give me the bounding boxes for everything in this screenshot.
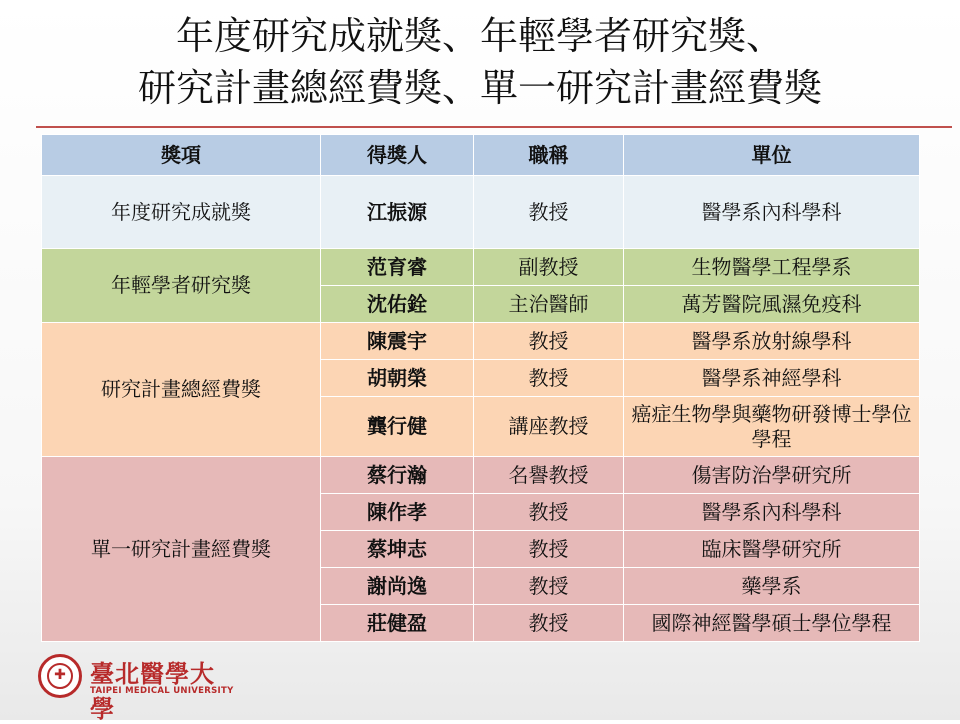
job-title-cell: 教授 — [474, 323, 624, 360]
job-title-cell: 教授 — [474, 494, 624, 531]
unit-cell: 國際神經醫學碩士學位學程 — [624, 605, 920, 642]
job-title-cell: 講座教授 — [474, 397, 624, 457]
slide-title — [0, 10, 960, 114]
table-row — [42, 323, 920, 360]
award-name-cell: 年度研究成就獎 — [42, 176, 321, 249]
recipient-cell: 謝尚逸 — [321, 568, 474, 605]
job-title-cell: 教授 — [474, 568, 624, 605]
job-title-cell: 教授 — [474, 360, 624, 397]
column-header-recipient: 得獎人 — [321, 135, 474, 176]
unit-cell: 醫學系神經學科 — [624, 360, 920, 397]
job-title-cell: 名譽教授 — [474, 457, 624, 494]
job-title-cell: 主治醫師 — [474, 286, 624, 323]
title-divider — [36, 126, 952, 128]
job-title-cell: 教授 — [474, 176, 624, 249]
unit-cell: 萬芳醫院風濕免疫科 — [624, 286, 920, 323]
award-name-cell: 單一研究計畫經費獎 — [42, 457, 321, 642]
unit-cell: 傷害防治學研究所 — [624, 457, 920, 494]
recipient-cell: 莊健盈 — [321, 605, 474, 642]
recipient-cell: 范育睿 — [321, 249, 474, 286]
unit-cell: 醫學系內科學科 — [624, 494, 920, 531]
award-name-cell: 研究計畫總經費獎 — [42, 323, 321, 457]
recipient-cell: 蔡行瀚 — [321, 457, 474, 494]
table-header-row — [42, 135, 920, 176]
unit-cell: 臨床醫學研究所 — [624, 531, 920, 568]
column-header-award: 獎項 — [42, 135, 321, 176]
university-logo — [38, 654, 238, 723]
recipient-cell: 蔡坤志 — [321, 531, 474, 568]
unit-cell: 醫學系內科學科 — [624, 176, 920, 249]
table-row — [42, 457, 920, 494]
title-line-2: 研究計畫總經費獎、單一研究計畫經費獎 — [137, 66, 822, 110]
awards-table — [41, 134, 920, 642]
unit-cell: 生物醫學工程學系 — [624, 249, 920, 286]
job-title-cell: 教授 — [474, 531, 624, 568]
logo-name-chinese: 臺北醫學大學 — [90, 659, 215, 723]
table-row — [42, 176, 920, 249]
recipient-cell: 江振源 — [321, 176, 474, 249]
university-seal-icon: ✚ — [38, 654, 82, 698]
title-line-1: 年度研究成就獎、年輕學者研究獎、 — [175, 14, 784, 58]
table-row — [42, 249, 920, 286]
column-header-unit: 單位 — [624, 135, 920, 176]
recipient-cell: 陳作孝 — [321, 494, 474, 531]
logo-name-english: TAIPEI MEDICAL UNIVERSITY — [90, 686, 234, 696]
unit-cell: 癌症生物學與藥物研發博士學位學程 — [624, 397, 920, 457]
recipient-cell: 龔行健 — [321, 397, 474, 457]
award-name-cell: 年輕學者研究獎 — [42, 249, 321, 323]
recipient-cell: 陳震宇 — [321, 323, 474, 360]
unit-cell: 醫學系放射線學科 — [624, 323, 920, 360]
recipient-cell: 沈佑銓 — [321, 286, 474, 323]
unit-cell: 藥學系 — [624, 568, 920, 605]
column-header-title: 職稱 — [474, 135, 624, 176]
job-title-cell: 副教授 — [474, 249, 624, 286]
recipient-cell: 胡朝榮 — [321, 360, 474, 397]
job-title-cell: 教授 — [474, 605, 624, 642]
